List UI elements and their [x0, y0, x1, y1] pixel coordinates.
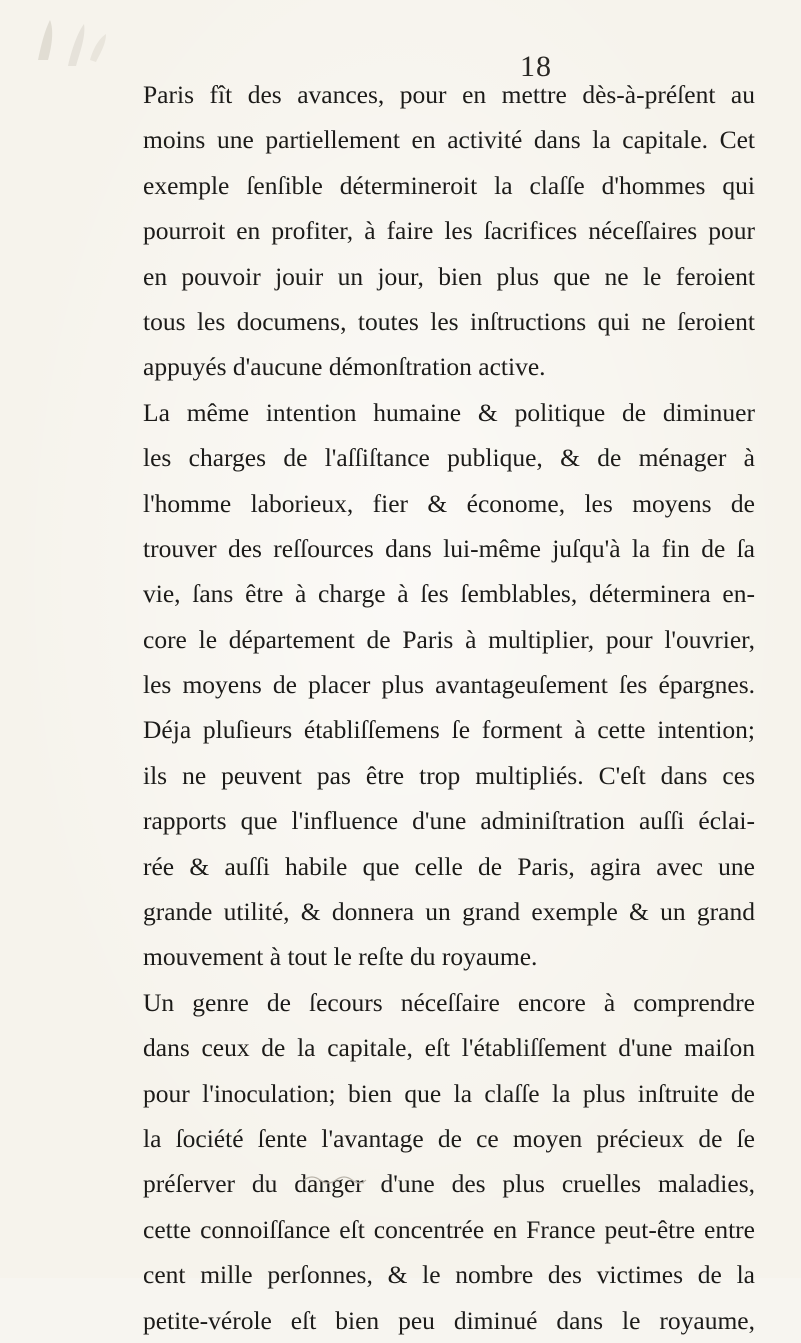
- text-line: La même intention humaine & politique de diminuer: [143, 397, 755, 427]
- body-text: [143, 72, 755, 1343]
- text-line: dans ceux de la capitale, eſt l'établiſſement d'une maiſon: [143, 1033, 755, 1063]
- text-line: vie, ſans être à charge à ſes ſemblables, déterminera en-: [143, 579, 755, 609]
- text-line: les charges de l'aſſiſtance publique, & de ménager à: [143, 443, 755, 473]
- text-line: Paris fît des avances, pour en mettre dès-à-préſent au: [143, 80, 755, 109]
- page-number: 18: [520, 50, 552, 83]
- text-line: tous les documens, toutes les inſtructions qui ne ſeroient: [143, 306, 755, 336]
- text-line: moins une partiellement en activité dans la capitale. Cet: [143, 125, 755, 155]
- text-line: petite-vérole eſt bien peu diminué dans le royaume,: [143, 1305, 755, 1335]
- text-line: pour l'inoculation; bien que la claſſe la plus inſtruite de: [143, 1078, 755, 1108]
- text-line: en pouvoir jouir un jour, bien plus que ne le feroient: [143, 261, 755, 291]
- text-line: pourroit en profiter, à faire les ſacrifices néceſſaires pour: [143, 216, 755, 246]
- text-line: core le département de Paris à multiplier, pour l'ouvrier,: [143, 624, 755, 654]
- text-line: cette connoiſſance eſt concentrée en France peut-être entre: [143, 1214, 755, 1244]
- text-line: Déja pluſieurs établiſſemens ſe forment à cette intention;: [143, 715, 755, 745]
- text-line: grande utilité, & donnera un grand exemple & un grand: [143, 897, 755, 927]
- text-line: ils ne peuvent pas être trop multipliés. C'eſt dans ces: [143, 760, 755, 790]
- text-line: trouver des reſſources dans lui-même juſqu'à la fin de ſa: [143, 533, 755, 563]
- text-line: mouvement à tout le reſte du royaume.: [143, 942, 538, 972]
- text-line: rapports que l'influence d'une adminiſtration auſſi éclai-: [143, 806, 755, 836]
- text-line: rée & auſſi habile que celle de Paris, agira avec une: [143, 851, 755, 881]
- text-line: Un genre de ſecours néceſſaire encore à comprendre: [143, 987, 755, 1017]
- text-line: exemple ſenſible détermineroit la claſſe d'hommes qui: [143, 170, 755, 200]
- printer-mark: [300, 1172, 370, 1186]
- ink-blot-mark: [28, 0, 118, 70]
- text-line: les moyens de placer plus avantageuſement ſes épargnes.: [143, 670, 755, 700]
- text-line: appuyés d'aucune démonſtration active.: [143, 352, 546, 382]
- text-line: l'homme laborieux, fier & économe, les moyens de: [143, 488, 755, 518]
- text-line: préſerver du danger d'une des plus cruelles maladies,: [143, 1169, 755, 1199]
- text-line: cent mille perſonnes, & le nombre des victimes de la: [143, 1260, 755, 1290]
- text-line: la ſociété ſente l'avantage de ce moyen précieux de ſe: [143, 1123, 755, 1153]
